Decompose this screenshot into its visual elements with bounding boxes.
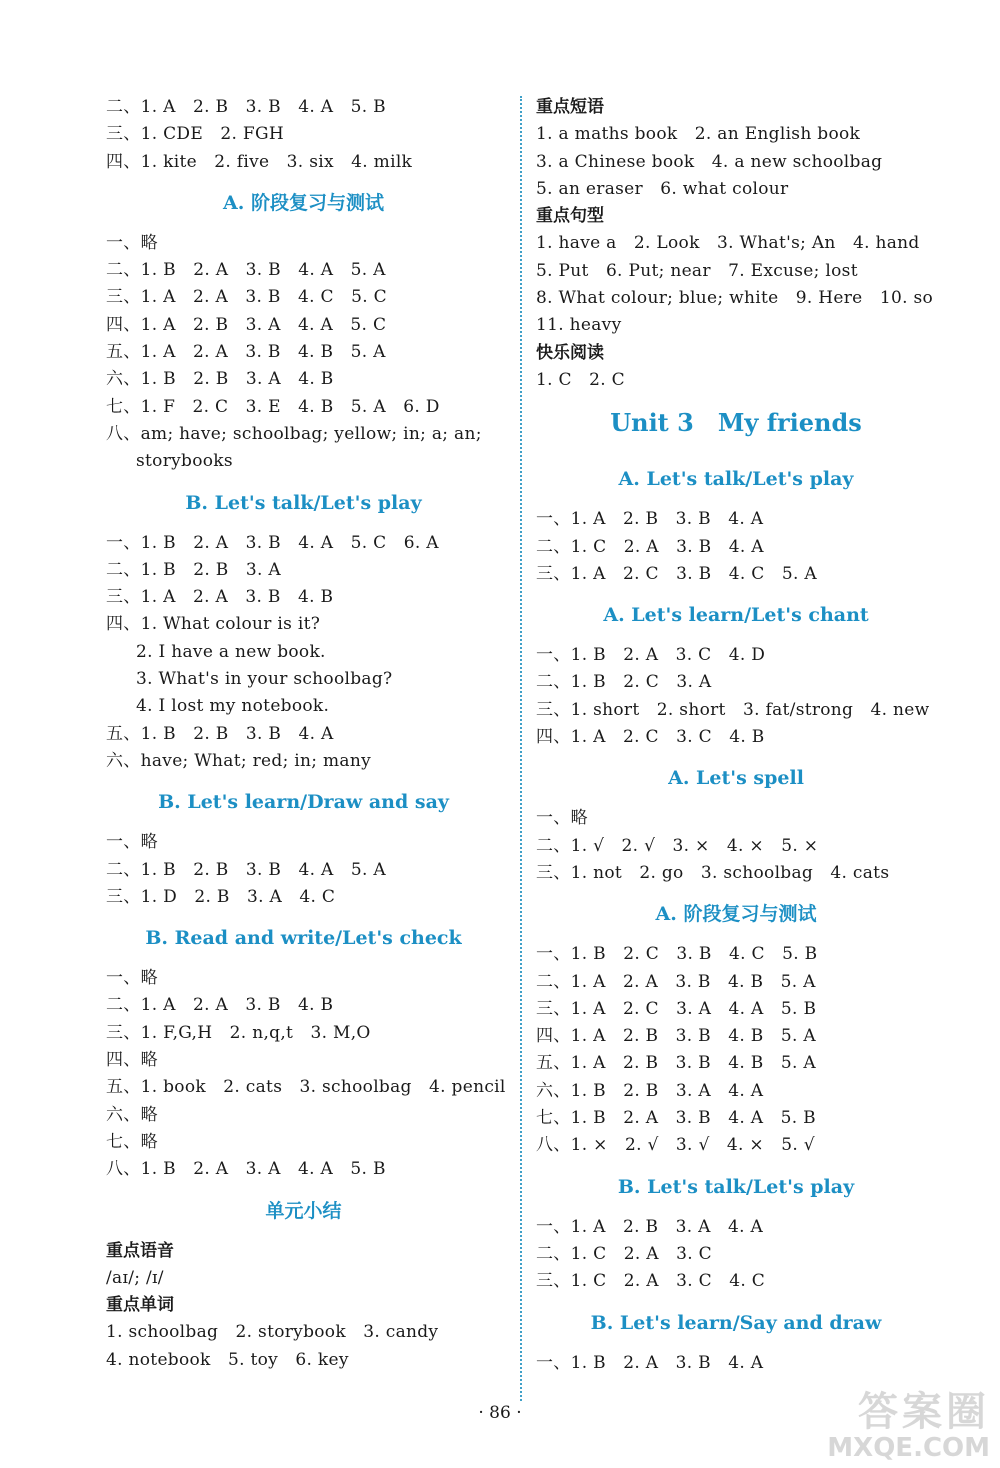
answer-line: 二、1. B 2. B 3. B 4. A 5. A [106, 859, 386, 880]
answer-line: 八、1. × 2. √ 3. √ 4. × 5. √ [536, 1135, 815, 1156]
answer-line: 3. a Chinese book 4. a new schoolbag [536, 151, 883, 172]
answer-line: 三、1. A 2. A 3. B 4. B [106, 587, 334, 608]
answer-line: 六、略 [106, 1104, 158, 1125]
answer-line: 二、1. A 2. A 3. B 4. B 5. A [536, 971, 816, 992]
section-heading: A. Let's talk/Let's play [618, 468, 854, 491]
answer-line: /aɪ/; /ɪ/ [106, 1267, 164, 1288]
answer-line: 一、1. A 2. B 3. B 4. A [536, 509, 764, 530]
answer-line: 七、略 [106, 1131, 158, 1152]
answer-line: 五、1. A 2. B 3. B 4. B 5. A [536, 1053, 816, 1074]
answer-line: 七、1. F 2. C 3. E 4. B 5. A 6. D [106, 396, 440, 417]
right-column [536, 94, 936, 1377]
watermark-logo [770, 1380, 990, 1465]
answer-line: 五、1. book 2. cats 3. schoolbag 4. pencil [106, 1077, 506, 1098]
answer-line: 5. an eraser 6. what colour [536, 178, 789, 199]
section-heading: B. Let's learn/Draw and say [158, 791, 449, 814]
answer-line: 一、略 [106, 832, 158, 853]
answer-line: 四、1. A 2. B 3. B 4. B 5. A [536, 1026, 816, 1047]
answer-line: 六、1. B 2. B 3. A 4. A [536, 1080, 764, 1101]
answer-line: 二、1. C 2. A 3. B 4. A [536, 536, 764, 557]
section-heading: A. Let's spell [668, 767, 804, 790]
answer-line: 一、1. A 2. B 3. A 4. A [536, 1216, 764, 1237]
answer-line: 一、略 [536, 808, 588, 829]
answer-line: 1. schoolbag 2. storybook 3. candy [106, 1322, 439, 1343]
section-heading: B. Let's talk/Let's play [185, 491, 422, 514]
answer-line: 5. Put 6. Put; near 7. Excuse; lost [536, 260, 858, 281]
answer-line: 一、1. B 2. A 3. C 4. D [536, 645, 766, 666]
answer-line: 二、1. √ 2. √ 3. × 4. × 5. × [536, 835, 819, 856]
answer-line: 二、1. A 2. A 3. B 4. B [106, 995, 334, 1016]
answer-line: 4. notebook 5. toy 6. key [106, 1349, 349, 1370]
answer-line: 一、1. B 2. A 3. B 4. A [536, 1352, 764, 1373]
answer-line: 11. heavy [536, 315, 622, 336]
answer-line: 二、1. A 2. B 3. B 4. A 5. B [106, 97, 386, 117]
answer-line: 三、1. F,G,H 2. n,q,t 3. M,O [106, 1022, 371, 1043]
unit-title: Unit 3 My friends [610, 408, 862, 438]
answer-line: 1. C 2. C [536, 369, 625, 390]
column-divider [520, 96, 522, 1401]
subsection-label: 重点单词 [106, 1295, 174, 1316]
answer-line: 二、1. B 2. A 3. B 4. A 5. A [106, 260, 386, 281]
answer-line: 三、1. short 2. short 3. fat/strong 4. new [536, 699, 930, 720]
answer-line: storybooks [136, 451, 233, 472]
answer-line: 一、1. B 2. C 3. B 4. C 5. B [536, 944, 818, 965]
answer-line: 四、1. kite 2. five 3. six 4. milk [106, 151, 413, 172]
answer-line: 三、1. D 2. B 3. A 4. C [106, 886, 336, 907]
answer-line: 三、1. A 2. C 3. A 4. A 5. B [536, 998, 817, 1019]
watermark-text: 答案圈 [858, 1389, 990, 1435]
answer-line: 七、1. B 2. A 3. B 4. A 5. B [536, 1108, 816, 1129]
subsection-label: 重点短语 [536, 97, 604, 117]
answer-line: 1. a maths book 2. an English book [536, 124, 861, 145]
watermark-url: MXQE.COM [827, 1433, 990, 1463]
answer-line: 三、1. C 2. A 3. C 4. C [536, 1271, 766, 1292]
section-heading: B. Read and write/Let's check [145, 927, 462, 950]
answer-line: 3. What's in your schoolbag? [136, 669, 393, 690]
answer-line: 三、1. not 2. go 3. schoolbag 4. cats [536, 862, 890, 883]
section-heading: A. Let's learn/Let's chant [603, 604, 869, 627]
section-heading: 单元小结 [265, 1199, 342, 1222]
section-heading: A. 阶段复习与测试 [223, 191, 384, 214]
answer-line: 二、1. B 2. B 3. A [106, 559, 281, 580]
answer-line: 六、have; What; red; in; many [106, 750, 372, 771]
answer-line: 八、1. B 2. A 3. A 4. A 5. B [106, 1159, 386, 1180]
answer-line: 一、略 [106, 968, 158, 989]
answer-line: 三、1. A 2. C 3. B 4. C 5. A [536, 563, 817, 584]
answer-line: 四、1. What colour is it? [106, 614, 321, 635]
answer-line: 一、1. B 2. A 3. B 4. A 5. C 6. A [106, 532, 439, 553]
subsection-label: 快乐阅读 [536, 342, 604, 363]
answer-line: 二、1. B 2. C 3. A [536, 672, 712, 693]
section-heading: A. 阶段复习与测试 [655, 903, 817, 926]
answer-line: 4. I lost my notebook. [136, 696, 330, 717]
answer-line: 三、1. A 2. A 3. B 4. C 5. C [106, 287, 387, 308]
answer-line: 一、略 [106, 232, 158, 253]
answer-line: 六、1. B 2. B 3. A 4. B [106, 369, 334, 390]
section-heading: B. Let's talk/Let's play [617, 1175, 855, 1198]
answer-line: 8. What colour; blue; white 9. Here 10. so [536, 288, 934, 309]
section-heading: B. Let's learn/Say and draw [590, 1311, 882, 1334]
answer-line: 八、am; have; schoolbag; yellow; in; a; an; [106, 423, 482, 444]
answer-line: 2. I have a new book. [136, 641, 326, 662]
left-column [106, 94, 506, 1374]
answer-line: 二、1. C 2. A 3. C [536, 1243, 712, 1264]
subsection-label: 重点句型 [536, 206, 604, 227]
answer-line: 四、1. A 2. C 3. C 4. B [536, 727, 765, 748]
page-number: · 86 · [478, 1403, 522, 1423]
answer-line: 四、略 [106, 1050, 158, 1071]
subsection-label: 重点语音 [106, 1240, 174, 1261]
answer-line: 四、1. A 2. B 3. A 4. A 5. C [106, 314, 387, 335]
answer-line: 三、1. CDE 2. FGH [106, 124, 284, 145]
answer-line: 五、1. A 2. A 3. B 4. B 5. A [106, 342, 386, 363]
answer-line: 五、1. B 2. B 3. B 4. A [106, 723, 334, 744]
answer-line: 1. have a 2. Look 3. What's; An 4. hand [536, 233, 920, 254]
